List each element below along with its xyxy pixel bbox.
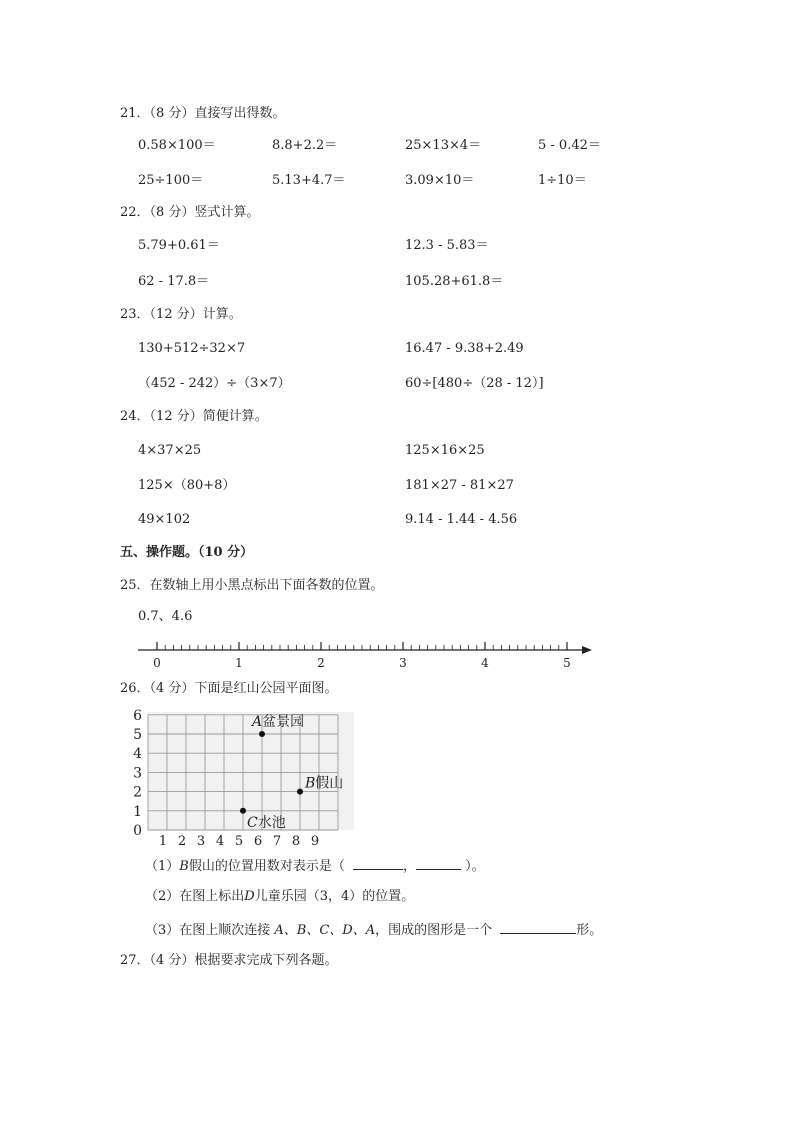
point-letter: B	[179, 859, 189, 874]
section-heading: 五、操作题。（10 分）	[120, 545, 254, 560]
grid-y-label: 6	[133, 707, 142, 724]
q22-item: 12.3 - 5.83＝	[405, 238, 489, 253]
q24-item: 49×102	[138, 512, 191, 527]
grid-y-label: 3	[133, 765, 142, 782]
answer-blank[interactable]	[416, 857, 461, 870]
point-letter: D	[244, 889, 255, 904]
grid-x-labels	[159, 834, 319, 848]
q21-item: 1÷10＝	[538, 173, 587, 188]
answer-blank[interactable]	[353, 857, 403, 870]
axis-label: 2	[317, 656, 325, 670]
axis-label: 5	[563, 656, 571, 670]
q23-item: 60÷[480÷（28 - 12）]	[405, 376, 544, 391]
q26-sub1: （1）B假山的位置用数对表示是（ ， ）。	[145, 859, 485, 874]
grid-y-labels	[133, 708, 142, 839]
grid-point-label: B假山	[305, 775, 344, 792]
q23-item: （452 - 242）÷（3×7）	[138, 376, 291, 391]
q24-item: 9.14 - 1.44 - 4.56	[405, 512, 518, 527]
q25-numbers: 0.7、4.6	[138, 609, 193, 624]
grid-x-label: 9	[310, 834, 320, 848]
grid-x-label: 8	[291, 834, 301, 848]
q26-sub3: （3）在图上顺次连接 A、B、C、D、A，围成的图形是一个 形。	[145, 923, 603, 938]
q21-item: 8.8+2.2＝	[272, 138, 338, 153]
grid-y-label: 5	[133, 727, 142, 743]
q25-heading: 25．在数轴上用小黑点标出下面各数的位置。	[120, 578, 384, 593]
grid-y-label: 1	[133, 803, 142, 820]
number-line-ticks	[157, 642, 567, 650]
q21-item: 5 - 0.42＝	[538, 138, 601, 153]
q23-item: 16.47 - 9.38+2.49	[405, 341, 524, 356]
grid-background	[148, 712, 354, 830]
grid-y-label: 4	[133, 746, 142, 763]
grid-point	[259, 731, 265, 737]
q23-item: 130+512÷32×7	[138, 341, 246, 356]
q21-item: 25×13×4＝	[405, 138, 482, 153]
grid-x-label: 6	[253, 834, 263, 848]
grid-x-label: 1	[158, 834, 168, 848]
grid-point	[297, 789, 303, 795]
q22-heading: 22．（8 分）竖式计算。	[120, 205, 260, 220]
q23-heading: 23．（12 分）计算。	[120, 307, 242, 322]
q24-item: 125×（80+8）	[138, 478, 236, 493]
grid-y-label: 2	[133, 784, 142, 801]
axis-label: 3	[399, 656, 407, 670]
q24-item: 125×16×25	[405, 443, 485, 458]
grid-point-label: C水池	[247, 814, 286, 831]
grid-y-label: 0	[133, 823, 142, 839]
q21-item: 3.09×10＝	[405, 173, 475, 188]
grid-x-label: 7	[272, 834, 282, 848]
q22-item: 5.79+0.61＝	[138, 238, 220, 253]
answer-blank[interactable]	[500, 921, 576, 934]
grid-x-label: 4	[215, 834, 225, 848]
q24-item: 4×37×25	[138, 443, 202, 458]
q26-heading: 26．（4 分）下面是红山公园平面图。	[120, 681, 338, 696]
number-line-arrow	[582, 646, 592, 654]
number-line	[130, 630, 600, 672]
q24-item: 181×27 - 81×27	[405, 478, 514, 493]
grid-x-label: 5	[234, 834, 244, 848]
q22-item: 105.28+61.8＝	[405, 274, 504, 289]
q21-item: 5.13+4.7＝	[272, 173, 346, 188]
park-map-grid	[128, 702, 368, 848]
axis-label: 0	[153, 656, 161, 670]
grid-x-label: 2	[177, 834, 187, 848]
grid-point	[240, 808, 246, 814]
axis-label: 1	[235, 656, 243, 670]
grid-x-label: 3	[196, 834, 206, 848]
q24-heading: 24．（12 分）简便计算。	[120, 409, 268, 424]
q26-sub2: （2）在图上标出D儿童乐园（3，4）的位置。	[145, 889, 415, 904]
axis-label: 4	[481, 656, 489, 670]
q27-heading: 27．（4 分）根据要求完成下列各题。	[120, 953, 338, 968]
q21-heading: 21．（8 分）直接写出得数。	[120, 106, 286, 121]
q21-item: 25÷100＝	[138, 173, 204, 188]
q21-item: 0.58×100＝	[138, 138, 216, 153]
grid-point-label: A盆景园	[252, 714, 305, 730]
q22-item: 62 - 17.8＝	[138, 274, 210, 289]
